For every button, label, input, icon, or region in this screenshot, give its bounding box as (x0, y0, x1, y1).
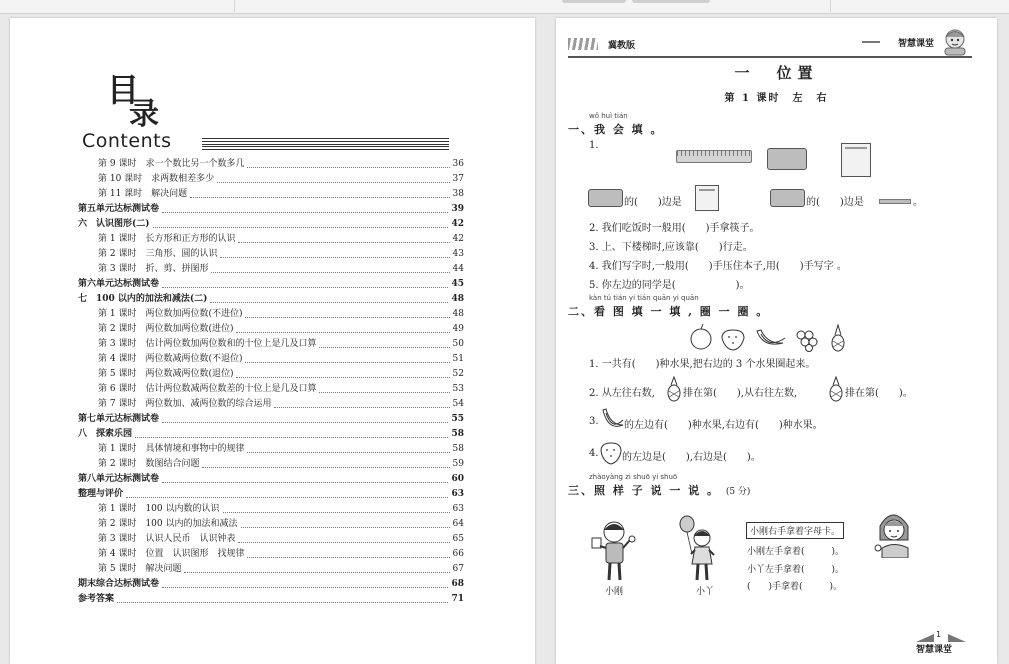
toc-entry-page: 66 (452, 549, 464, 559)
section-2-pinyin: kàn tú tián yi tián quān yi quān (589, 294, 699, 302)
toc-entry-page: 67 (452, 564, 464, 574)
toc-entry-title: 第 2 课时 100 以内的加法和减法 (98, 519, 238, 529)
toc-entry-title: 第八单元达标测试卷 (78, 474, 160, 484)
question-4: 4. 我们写字时,一般用( )手压住本子,用( )手写字 。 (589, 261, 847, 272)
toc-row[interactable] (78, 412, 464, 427)
toc-row[interactable] (78, 577, 464, 592)
toc-entry-page: 39 (451, 204, 464, 214)
banana-icon (600, 407, 624, 433)
toc-row[interactable] (78, 472, 464, 487)
toc-entry-title: 第 1 课时 两位数加两位数(不进位) (98, 309, 243, 319)
toc-entry-title: 第 2 课时 三角形、圆的认识 (98, 249, 218, 259)
boy-illustration (590, 518, 640, 586)
toc-leader-dots (247, 167, 449, 168)
viewer-toolbar (0, 0, 1009, 14)
header-arrow (862, 41, 880, 45)
toc-row[interactable] (78, 367, 464, 382)
toc-list (78, 157, 464, 607)
toc-title-lu: 录 (129, 97, 159, 132)
toc-entry-title: 期末综合达标测试卷 (78, 579, 160, 589)
header-stripes (568, 38, 598, 50)
toc-leader-dots (184, 572, 449, 573)
toc-leader-dots (211, 272, 449, 273)
toc-row[interactable] (78, 397, 464, 412)
decorative-lines (202, 138, 449, 150)
toc-row[interactable] (78, 202, 464, 217)
toc-entry-title: 第 6 课时 估计两位数减两位数差的十位上是几及口算 (98, 384, 317, 394)
section-2-heading: 二、看 图 填 一 填 , 圈 一 圈 。 (568, 305, 770, 318)
toc-row[interactable] (78, 517, 464, 532)
toc-entry-title: 整理与评价 (78, 489, 124, 499)
mascot-icon (940, 26, 970, 56)
toc-entry-title: 七 100 以内的加法和减法(二) (78, 294, 208, 304)
strawberry-icon (722, 330, 744, 350)
book-icon (695, 185, 719, 211)
section-3-heading (568, 482, 750, 498)
toc-row[interactable] (78, 232, 464, 247)
toc-row[interactable] (78, 262, 464, 277)
toc-row[interactable] (78, 502, 464, 517)
toc-entry-page: 63 (451, 489, 464, 499)
example-sentence: 小刚右手拿着字母卡。 (746, 522, 844, 539)
page-table-of-contents (10, 18, 535, 664)
toc-entry-page: 37 (452, 174, 464, 184)
toc-leader-dots (247, 452, 449, 453)
toc-leader-dots (162, 212, 448, 213)
toc-row[interactable] (78, 157, 464, 172)
question-1-number: 1. (589, 140, 599, 151)
toc-leader-dots (202, 467, 449, 468)
toc-entry-title: 参考答案 (78, 594, 115, 604)
toolbar-button[interactable] (562, 0, 626, 3)
toc-leader-dots (238, 542, 449, 543)
toc-entry-title: 第 1 课时 长方形和正方形的认识 (98, 234, 236, 244)
section-2-question-1: 1. 一共有( )种水果,把右边的 3 个水果圈起来。 (589, 359, 816, 370)
question-1-end: 。 (913, 197, 923, 208)
sentence-3: 小丫左手拿着( )。 (747, 565, 845, 575)
toc-row[interactable] (78, 382, 464, 397)
section-2-question-2-a: 2. 从左往右数, (589, 388, 655, 399)
toc-row[interactable] (78, 442, 464, 457)
question-2: 2. 我们吃饭时一般用( )手拿筷子。 (589, 223, 760, 234)
toc-leader-dots (319, 347, 449, 348)
toc-row[interactable] (78, 172, 464, 187)
toc-entry-page: 49 (452, 324, 464, 334)
toc-entry-page: 51 (452, 354, 464, 364)
pencil-box-icon (767, 148, 807, 170)
unit-title: 一 位置 (734, 64, 819, 82)
toc-entry-page: 52 (452, 369, 464, 379)
name-xiaoya: 小丫 (696, 587, 715, 597)
ruler-icon (879, 199, 911, 204)
question-5: 5. 你左边的同学是( )。 (589, 280, 750, 291)
page-lesson (556, 18, 997, 664)
section-2-question-3: 的左边有( )种水果,右边有( )种水果。 (624, 420, 823, 431)
toc-leader-dots (135, 437, 448, 438)
pineapple-icon (828, 376, 844, 402)
toolbar-separator (234, 0, 235, 12)
toc-row[interactable] (78, 277, 464, 292)
toc-leader-dots (245, 362, 449, 363)
strawberry-icon (600, 439, 622, 465)
toc-entry-page: 54 (452, 399, 464, 409)
apple-icon (691, 324, 711, 349)
toc-leader-dots (153, 227, 449, 228)
toc-entry-page: 36 (452, 159, 464, 169)
section-2-question-2-c: 排在第( )。 (845, 388, 913, 399)
sentence-2: 小刚左手拿着( )。 (747, 547, 845, 557)
toc-row[interactable] (78, 547, 464, 562)
toc-entry-title: 第五单元达标测试卷 (78, 204, 160, 214)
toc-row[interactable] (78, 352, 464, 367)
toc-leader-dots (162, 587, 448, 588)
page-footer (908, 630, 968, 660)
sentence-4: ( )手拿着( )。 (747, 582, 843, 592)
toc-entry-page: 58 (452, 444, 464, 454)
toc-leader-dots (274, 407, 449, 408)
toc-row[interactable] (78, 337, 464, 352)
footer-brand: 智慧课堂 (916, 645, 953, 655)
toc-row[interactable] (78, 427, 464, 442)
toc-entry-title: 第 2 课时 两位数加两位数(进位) (98, 324, 234, 334)
question-1-part-a: 的( )边是 (624, 197, 682, 208)
toolbar-button[interactable] (632, 0, 710, 3)
toc-entry-page: 65 (452, 534, 464, 544)
toc-entry-title: 第 10 课时 求两数相差多少 (98, 174, 215, 184)
fruit-row (681, 322, 861, 352)
lesson-title: 第 1 课时 左 右 (724, 93, 829, 104)
toc-entry-page: 58 (451, 429, 464, 439)
toc-entry-title: 第 3 课时 认识人民币 认识钟表 (98, 534, 236, 544)
toolbar-separator (830, 0, 831, 12)
toc-row[interactable] (78, 487, 464, 502)
toc-entry-title: 第 4 课时 位置 认识图形 找规律 (98, 549, 245, 559)
toc-entry-page: 42 (452, 234, 464, 244)
toc-row[interactable] (78, 217, 464, 232)
toc-entry-title: 第 4 课时 两位数减两位数(不退位) (98, 354, 243, 364)
toc-leader-dots (190, 197, 449, 198)
toc-entry-title: 第六单元达标测试卷 (78, 279, 160, 289)
toc-entry-title: 第 5 课时 两位数减两位数(退位) (98, 369, 234, 379)
toc-entry-page: 71 (451, 594, 464, 604)
toc-entry-title: 第 2 课时 数图结合问题 (98, 459, 200, 469)
toc-entry-title: 第 1 课时 具体情境和事物中的规律 (98, 444, 245, 454)
toc-leader-dots (162, 422, 448, 423)
grapes-icon (797, 331, 817, 352)
toc-leader-dots (236, 377, 449, 378)
page-header (568, 32, 972, 58)
toc-row[interactable] (78, 322, 464, 337)
section-3-score: (5 分) (725, 487, 751, 497)
toc-row[interactable] (78, 307, 464, 322)
toc-entry-title: 第 7 课时 两位数加、减两位数的综合运用 (98, 399, 272, 409)
section-3-pinyin: zhàoyàng zi shuō yi shuō (589, 473, 678, 481)
toc-row[interactable] (78, 592, 464, 607)
section-3-title: 三、照 样 子 说 一 说 。 (568, 484, 720, 497)
toc-entry-page: 48 (452, 309, 464, 319)
toc-leader-dots (210, 302, 448, 303)
toc-leader-dots (247, 557, 449, 558)
toc-entry-page: 38 (452, 189, 464, 199)
toc-row[interactable] (78, 247, 464, 262)
toc-entry-page: 43 (452, 249, 464, 259)
section-2-question-4-num: 4. (589, 448, 599, 459)
toc-title-mu: 目 (107, 71, 140, 109)
toc-leader-dots (319, 392, 449, 393)
toc-entry-title: 第 3 课时 折、剪、拼图形 (98, 264, 209, 274)
book-icon (841, 143, 871, 177)
name-xiaogang: 小刚 (605, 587, 624, 597)
section-1-heading: 一、我 会 填 。 (568, 123, 664, 136)
brand-label: 智慧课堂 (897, 39, 934, 49)
toc-entry-title: 第 5 课时 解决问题 (98, 564, 182, 574)
toc-entry-page: 50 (452, 339, 464, 349)
toc-entry-title: 第 11 课时 解决问题 (98, 189, 188, 199)
toc-entry-page: 53 (452, 384, 464, 394)
toc-entry-page: 64 (452, 519, 464, 529)
toc-leader-dots (241, 527, 450, 528)
toc-leader-dots (126, 497, 448, 498)
pencil-box-icon (588, 189, 623, 207)
toc-entry-page: 60 (451, 474, 464, 484)
toc-entry-page: 42 (451, 219, 464, 229)
pineapple-icon (666, 376, 682, 402)
pineapple-icon (832, 325, 844, 351)
toc-entry-page: 44 (452, 264, 464, 274)
toc-heading (82, 70, 502, 156)
toc-leader-dots (238, 242, 449, 243)
toc-leader-dots (220, 257, 449, 258)
toc-leader-dots (162, 482, 448, 483)
toc-row[interactable] (78, 532, 464, 547)
girl-illustration (678, 514, 718, 586)
toc-leader-dots (217, 182, 449, 183)
toc-entry-page: 55 (451, 414, 464, 424)
toc-entry-title: 第七单元达标测试卷 (78, 414, 160, 424)
toc-row[interactable] (78, 457, 464, 472)
toc-entry-page: 68 (451, 579, 464, 589)
toc-entry-page: 45 (451, 279, 464, 289)
toc-row[interactable] (78, 187, 464, 202)
toc-leader-dots (117, 602, 448, 603)
toc-leader-dots (245, 317, 449, 318)
toc-entry-title: 八 探索乐园 (78, 429, 133, 439)
ruler-icon (676, 150, 752, 163)
question-3: 3. 上、下楼梯时,应该靠( )行走。 (589, 242, 753, 253)
toc-entry-title: 第 3 课时 估计两位数加两位数和的十位上是几及口算 (98, 339, 317, 349)
toc-leader-dots (236, 332, 449, 333)
section-2-question-4: 的左边是( ),右边是( )。 (622, 452, 761, 463)
toc-entry-page: 63 (452, 504, 464, 514)
toc-entry-page: 59 (452, 459, 464, 469)
contents-word: Contents (82, 130, 172, 152)
teacher-girl-illustration (870, 508, 916, 558)
toc-entry-page: 48 (451, 294, 464, 304)
question-1-part-b: 的( )边是 (806, 197, 864, 208)
toc-leader-dots (223, 512, 450, 513)
section-2-question-3-num: 3. (589, 416, 599, 427)
toc-row[interactable] (78, 562, 464, 577)
toc-entry-title: 第 9 课时 求一个数比另一个数多几 (98, 159, 245, 169)
toc-entry-title: 第 1 课时 100 以内数的认识 (98, 504, 220, 514)
page-number: 1 (936, 630, 942, 639)
toc-entry-title: 六 认识图形(二) (78, 219, 150, 229)
section-2-question-2-b: 排在第( ),从右往左数, (683, 388, 798, 399)
banana-icon (757, 330, 785, 344)
edition-label: 冀教版 (608, 41, 636, 51)
pencil-box-icon (770, 189, 805, 207)
toc-row[interactable] (78, 292, 464, 307)
section-1-pinyin: wǒ huì tián (589, 112, 628, 120)
toc-leader-dots (162, 287, 448, 288)
